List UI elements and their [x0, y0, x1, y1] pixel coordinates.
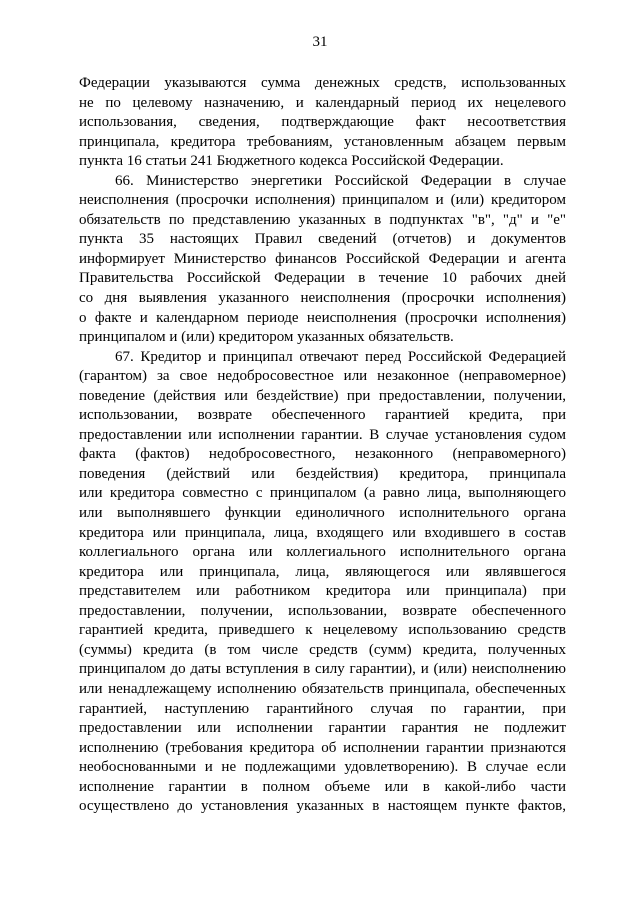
- text-line: или кредитора совместно с принципалом (а равно лица, выполняющего: [79, 485, 566, 502]
- text-line: осуществлено до установления указанных в настоящем пункте фактов,: [79, 798, 566, 815]
- text-line: коллегиального органа или коллегиального исполнительного органа: [79, 544, 566, 561]
- text-line: принципалом до даты вступления в силу гарантии), и (или) неисполнению: [79, 661, 566, 678]
- text-line: или выполнявшего функции единоличного исполнительного органа: [79, 505, 566, 522]
- document-body: [79, 74, 566, 817]
- page-number: 31: [312, 34, 328, 50]
- text-line: кредитора или принципала, лица, входящего или входившего в состав: [79, 524, 566, 541]
- text-line: обязательств по представлению указанных в подпунктах "в", "д" и "е": [79, 211, 566, 228]
- text-line: информирует Министерство финансов Российской Федерации и агента: [79, 250, 566, 267]
- text-line: использовании, возврате обеспеченного гарантией кредита, при: [79, 407, 566, 424]
- paragraph-66-start: 66. Министерство энергетики Российской Федерации в случае: [115, 172, 566, 189]
- text-line: неисполнения (просрочки исполнения) принципалом и (или) кредитором: [79, 192, 566, 209]
- text-line: предоставлении или исполнении гарантии. В случае установления судом: [79, 426, 566, 443]
- text-line: Федерации указываются сумма денежных средств, использованных: [79, 75, 566, 91]
- text-line: поведения (действий или бездействия) кредитора, принципала: [79, 465, 566, 482]
- text-line: пункта 16 статьи 241 Бюджетного кодекса Российской Федерации.: [79, 153, 504, 170]
- text-line: Правительства Российской Федерации в течение 10 рабочих дней: [79, 270, 566, 287]
- text-line: факта (фактов) недобросовестного, незаконного (неправомерного): [79, 446, 566, 463]
- text-line: гарантией кредита, приведшего к нецелевому использованию средств: [79, 622, 566, 639]
- text-line: не по целевому назначению, и календарный период их нецелевого: [79, 94, 566, 111]
- text-line: принципала, кредитора требованиям, установленным абзацем первым: [79, 133, 566, 150]
- text-line: представителем или работником кредитора или принципала) при: [79, 583, 566, 600]
- text-line: предоставлении, получении, использовании, возврате обеспеченного: [79, 602, 566, 619]
- text-line: необоснованными и не подлежащими удовлетворению). В случае если: [79, 759, 566, 776]
- text-line: о факте и календарном периоде неисполнения (просрочки исполнения): [79, 309, 566, 326]
- text-line: кредитора или принципала, лица, являющегося или являвшегося: [79, 563, 566, 580]
- text-line: (суммы) кредита (в том числе средств (сумм) кредита, полученных: [79, 641, 566, 658]
- text-line: использования, сведения, подтверждающие факт несоответствия: [79, 114, 566, 131]
- text-line: со дня выявления указанного неисполнения (просрочки исполнения): [79, 290, 566, 307]
- text-line: исполнение гарантии в полном объеме или в какой-либо части: [79, 778, 566, 795]
- text-line: исполнению (требования кредитора об исполнении гарантии признаются: [79, 739, 566, 756]
- text-line: гарантией, наступлению гарантийного случая по гарантии, при: [79, 700, 566, 717]
- paragraph-67-start: 67. Кредитор и принципал отвечают перед Российской Федерацией: [115, 348, 566, 365]
- text-line: предоставлении или исполнении гарантии гарантия не подлежит: [79, 720, 566, 737]
- text-line: принципалом и (или) кредитором указанных обязательств.: [79, 329, 454, 346]
- text-line: поведение (действия или бездействие) при предоставлении, получении,: [79, 387, 566, 404]
- text-line: (гарантом) за свое недобросовестное или незаконное (неправомерное): [79, 368, 566, 385]
- text-line: пункта 35 настоящих Правил сведений (отчетов) и документов: [79, 231, 566, 248]
- text-line: или ненадлежащему исполнению обязательств принципала, обеспеченных: [79, 680, 566, 697]
